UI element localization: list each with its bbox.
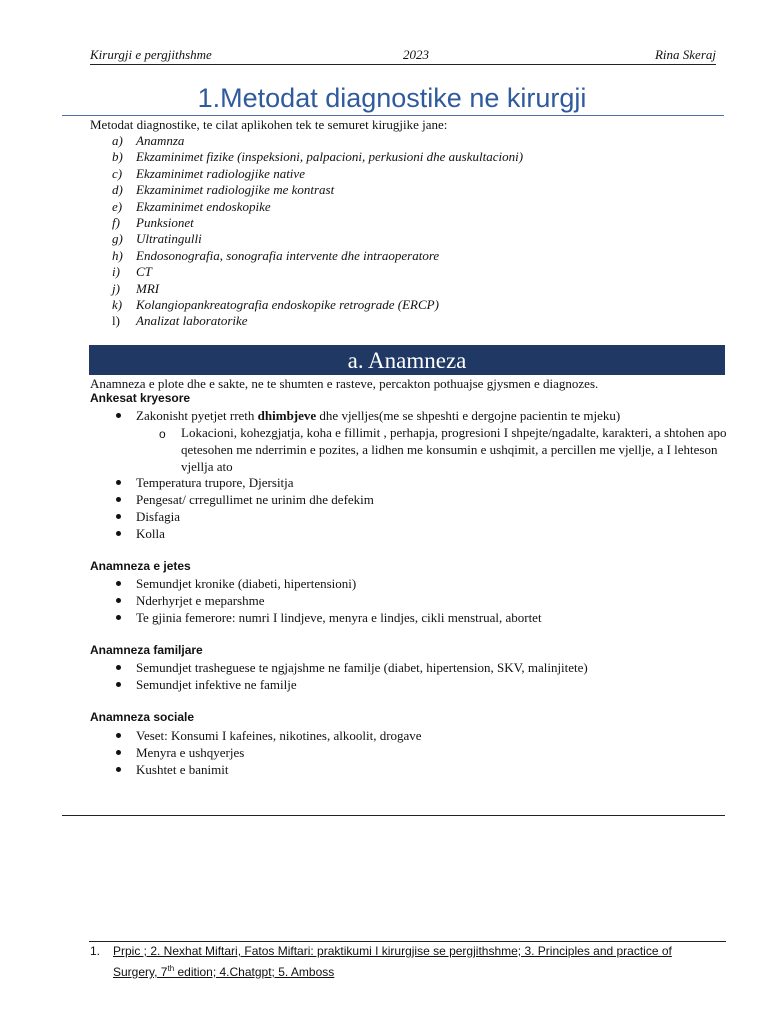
list-item: i) CT (112, 264, 152, 280)
ankesat-sub-list (157, 424, 727, 475)
bullet-icon (116, 531, 121, 536)
header-year: 2023 (403, 47, 429, 62)
page-header (90, 46, 716, 65)
list-item: Zakonisht pyetjet rreth dhimbjeve dhe vjelljes(me se shpeshti e dergojne pacientin te mjeku) (112, 407, 620, 424)
list-item: Menyra e ushqyerjes (112, 744, 422, 761)
list-item: Nderhyrjet e meparshme (112, 592, 542, 609)
bullet-icon (116, 767, 121, 772)
list-item: o Lokacioni, kohezgjatja, koha e fillimit , perhapja, progresioni I shpejte/ngadalte, karakteri, a shtohen apo qetesohen me nderrimin e pozites, a lidhen me konsumin e ushqimit, a percillen me vjellje, a I lehteson vjellja ato (159, 425, 727, 474)
bullet-icon (116, 413, 121, 418)
bullet-icon (116, 733, 121, 738)
heading-jetes: Anamneza e jetes (90, 559, 191, 573)
intro-text: Metodat diagnostike, te cilat aplikohen tek te semuret kirugjike jane: (90, 117, 448, 132)
sociale-list (112, 727, 422, 778)
title-underline (62, 115, 724, 116)
circle-bullet-icon: o (159, 427, 166, 441)
bullet-icon (116, 480, 121, 485)
section-divider (62, 815, 725, 816)
heading-familjare: Anamneza familjare (90, 643, 203, 657)
list-item: a) Anamnza (112, 133, 185, 148)
page-title: 1.Metodat diagnostike ne kirurgji (197, 83, 587, 113)
bullet-icon (116, 750, 121, 755)
footnote-number: 1. (90, 944, 101, 958)
familjare-list (112, 659, 588, 693)
heading-sociale: Anamneza sociale (90, 710, 195, 724)
list-item: Veset: Konsumi I kafeines, nikotines, alkoolit, drogave (112, 727, 422, 744)
section-paragraph: Anamneza e plote dhe e sakte, ne te shumten e rasteve, percakton pothuajse gjysmen e diagnozes. (90, 376, 599, 391)
list-item: Temperatura trupore, Djersitja (112, 474, 374, 491)
bullet-icon (116, 514, 121, 519)
list-item: k) Kolangiopankreatografia endoskopike retrograde (ERCP) (112, 296, 439, 312)
list-item: Kushtet e banimit (112, 761, 422, 778)
list-item: g) Ultratingulli (112, 231, 202, 247)
section-title: a. Anamneza (347, 348, 467, 373)
header-course: Kirurgji e pergjithshme (90, 47, 212, 62)
bullet-icon (116, 665, 121, 670)
list-item: j) MRI (112, 280, 160, 296)
list-item: Pengesat/ crregullimet ne urinim dhe defekim (112, 491, 374, 508)
bullet-icon (116, 598, 121, 603)
list-item: b) Ekzaminimet fizike (inspeksioni, palpacioni, perkusioni dhe auskultacioni) (112, 149, 524, 165)
list-item: Semundjet infektive ne familje (112, 676, 588, 693)
bullet-icon (116, 497, 121, 502)
list-item: l) Analizat laboratorike (112, 313, 248, 329)
list-item: Semundjet trasheguese te ngjajshme ne familje (diabet, hipertension, SKV, malinjitete) (112, 659, 588, 676)
list-item: e) Ekzaminimet endoskopike (112, 198, 271, 214)
list-item: f) Punksionet (112, 214, 194, 230)
list-item: Te gjinia femerore: numri I lindjeve, menyra e lindjes, cikli menstrual, abortet (112, 609, 542, 626)
methods-list (112, 133, 523, 330)
bullet-icon (116, 615, 121, 620)
list-item: Disfagia (112, 508, 374, 525)
header-author: Rina Skeraj (654, 47, 716, 62)
footnote-references: Prpic ; 2. Nexhat Miftari, Fatos Miftari: praktikumi I kirurgjise se pergjithshme; 3. Principles and practice of Surgery, 7th edition; 4.Chatgpt; 5. Amboss (113, 944, 672, 979)
heading-ankesat: Ankesat kryesore (90, 391, 191, 405)
list-item: c) Ekzaminimet radiologjike native (112, 165, 305, 181)
bullet-icon (116, 682, 121, 687)
list-item: Semundjet kronike (diabeti, hipertensioni) (112, 575, 542, 592)
jetes-list (112, 575, 542, 626)
section-banner (89, 345, 725, 375)
list-item: d) Ekzaminimet radiologjike me kontrast (112, 182, 335, 198)
list-item: Kolla (112, 525, 374, 542)
ankesat-list (112, 474, 374, 542)
ankesat-first-list (112, 407, 620, 424)
list-item: h) Endosonografia, sonografia intervente dhe intraoperatore (112, 247, 440, 263)
footnote-separator (89, 941, 726, 942)
bullet-icon (116, 581, 121, 586)
